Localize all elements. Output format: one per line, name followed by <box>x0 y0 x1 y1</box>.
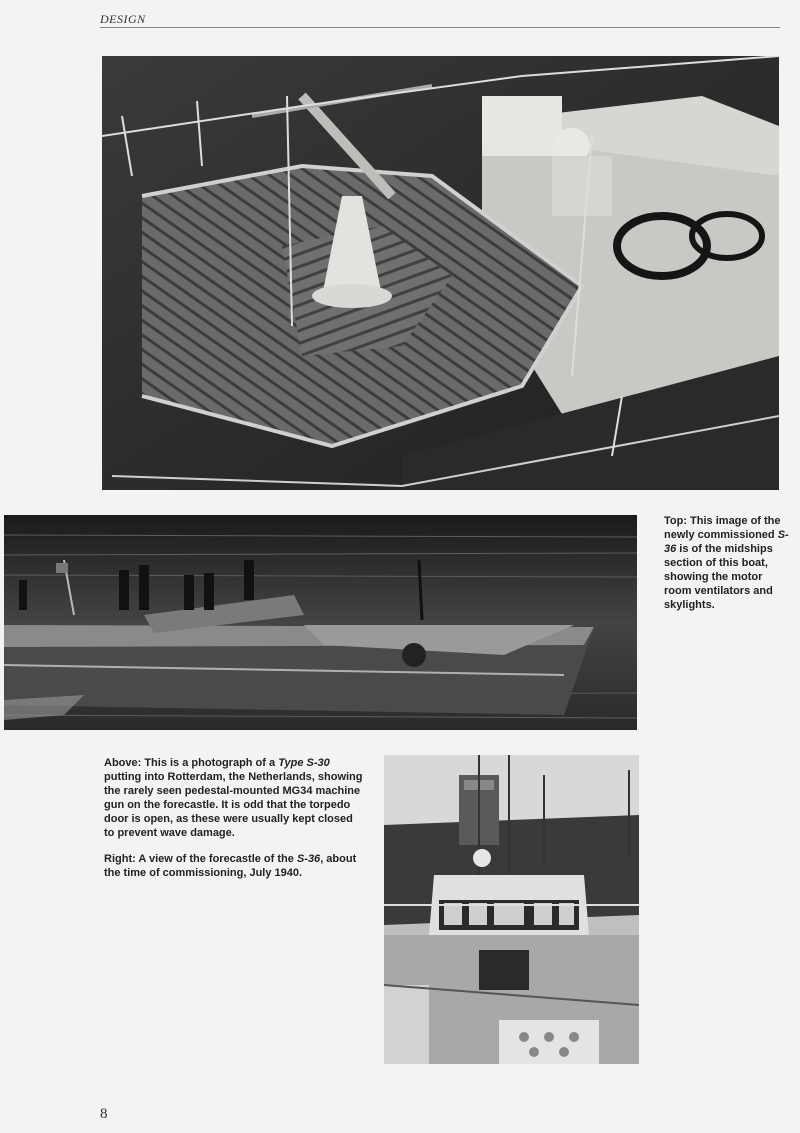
caption-above-photo <box>104 756 364 840</box>
photo-midships-section <box>102 56 779 490</box>
caption-top-suffix: is of the midships section of this boat, showing the motor room ventilators and skylights. <box>664 543 773 611</box>
page-number: 8 <box>100 1106 108 1122</box>
caption-above-prefix: Above: This is a photograph of a <box>104 757 279 769</box>
caption-right-boat: S-36 <box>296 853 321 865</box>
caption-right-suffix: , about the time of commissioning, July 1940. <box>104 853 357 879</box>
caption-top-photo <box>664 514 789 612</box>
photo-s30-rotterdam <box>4 515 637 730</box>
caption-top-prefix: Top: This image of the newly commissioned <box>664 515 781 541</box>
caption-above-boat: Type S-30 <box>278 757 330 769</box>
section-label: DESIGN <box>100 12 146 26</box>
header-rule <box>100 27 780 28</box>
photo-s36-forecastle <box>384 755 639 1064</box>
caption-top-boat: S-36 <box>664 529 789 555</box>
caption-right-prefix: Right: A view of the forecastle of the <box>104 853 297 865</box>
caption-above-suffix: putting into Rotterdam, the Netherlands, showing the rarely seen pedestal-mounted MG34 machine gun on the forecastle. It is odd that the torpedo door is open, as these were usually kept closed to prevent wave damage. <box>104 771 363 839</box>
caption-right-photo <box>104 852 364 880</box>
